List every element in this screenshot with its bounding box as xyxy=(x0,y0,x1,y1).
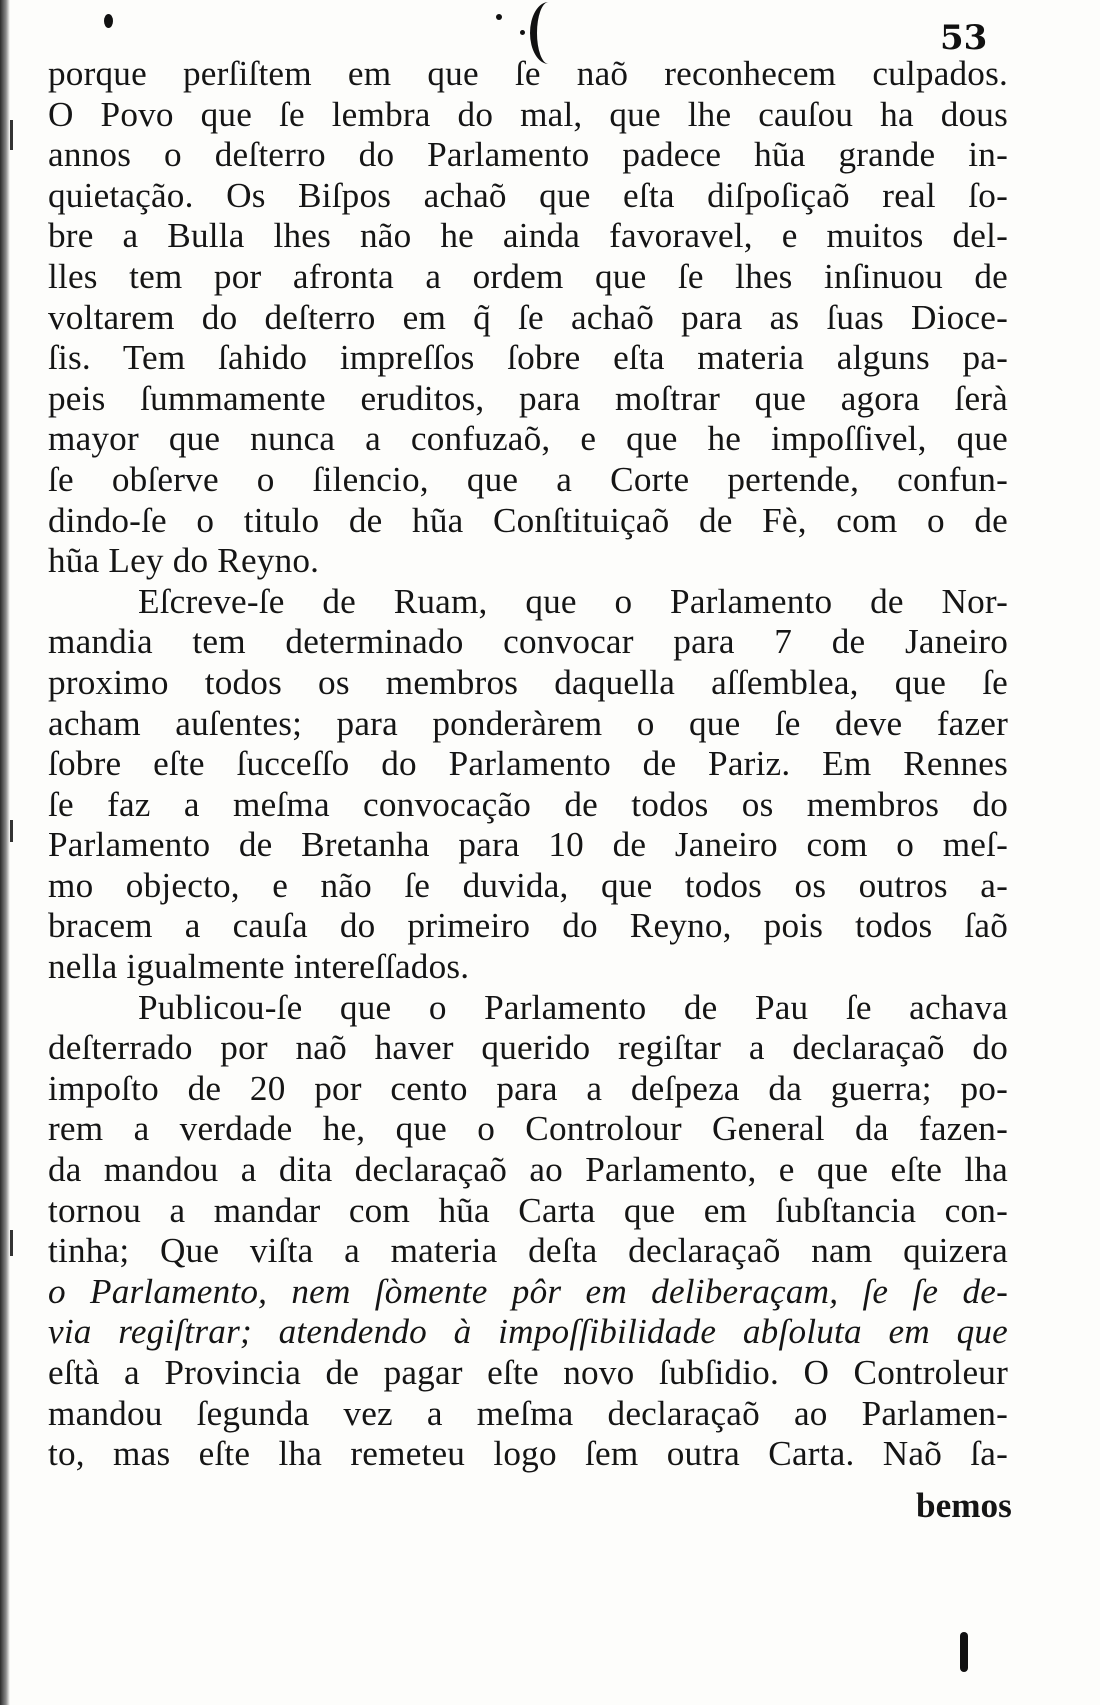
text-line: acham auſentes; para ponderàrem o que ſe deve fazer xyxy=(48,703,1008,743)
text-line: to, mas eſte lha remeteu logo ſem outra Carta. Naõ ſa- xyxy=(48,1434,1008,1474)
text-line: mandia tem determinado convocar para 7 de Janeiro xyxy=(48,622,1008,662)
gutter-mark xyxy=(10,120,13,150)
text-line: o Parlamento, nem ſòmente pôr em deliberaçam, ſe ſe de- xyxy=(48,1271,1008,1311)
text-line: Parlamento de Bretanha para 10 de Janeiro com o meſ- xyxy=(48,825,1008,865)
text-line: dindo-ſe o titulo de hũa Conſtituiçaõ de Fè, com o de xyxy=(48,500,1008,540)
text-line: rem a verdade he, que o Controlour General da fazen- xyxy=(48,1109,1008,1149)
text-line: lles tem por afronta a ordem que ſe lhes inſinuou de xyxy=(48,256,1008,296)
text-line: via regiſtrar; atendendo à impoſſibilidade abſoluta em que xyxy=(48,1312,1008,1352)
text-line: impoſto de 20 por cento para a deſpeza da guerra; po- xyxy=(48,1068,1008,1108)
text-line: mandou ſegunda vez a meſma declaraçaõ ao Parlamen- xyxy=(48,1393,1008,1433)
text-line: proximo todos os membros daquella aſſemblea, que ſe xyxy=(48,662,1008,702)
ink-speck xyxy=(520,30,525,35)
text-line: bracem a cauſa do primeiro do Reyno, pois todos ſaõ xyxy=(48,906,1008,946)
page-gutter-shadow xyxy=(0,0,10,1705)
text-line: bre a Bulla lhes não he ainda favoravel, e muitos del- xyxy=(48,216,1008,256)
text-line: O Povo que ſe lembra do mal, que lhe cauſou ha dous xyxy=(48,94,1008,134)
text-line: eſtà a Provincia de pagar eſte novo ſubſidio. O Controleur xyxy=(48,1353,1008,1392)
text-line: Eſcreve-ſe de Ruam, que o Parlamento de Nor- xyxy=(138,581,1008,621)
text-line: ſobre eſte ſucceſſo do Parlamento de Pariz. Em Rennes xyxy=(48,744,1008,784)
text-line: tornou a mandar com hũa Carta que em ſubſtancia con- xyxy=(48,1190,1008,1230)
text-line: hũa Ley do Reyno. xyxy=(48,541,320,581)
text-line: mayor que nunca a confuzaõ, e que he impoſſivel, que xyxy=(48,419,1008,459)
body-text xyxy=(48,54,1008,1475)
text-line: annos o deſterro do Parlamento padece hũa grande in- xyxy=(48,135,1008,175)
text-line: ſe obſerve o ſilencio, que a Corte pertende, confun- xyxy=(48,459,1008,499)
page-number: 53 xyxy=(940,18,988,58)
gutter-mark xyxy=(10,1230,13,1256)
text-line: nella igualmente intereſſados. xyxy=(48,947,470,987)
text-line: quietação. Os Biſpos achaõ que eſta diſpoſiçaõ real ſo- xyxy=(48,175,1008,215)
text-line: deſterrado por naõ haver querido regiſtar a declaraçaõ do xyxy=(48,1028,1008,1068)
text-line: ſis. Tem ſahido impreſſos ſobre eſta materia alguns pa- xyxy=(48,338,1008,378)
ink-mark xyxy=(960,1632,968,1672)
text-line: da mandou a dita declaraçaõ ao Parlamento, e que eſte lha xyxy=(48,1150,1008,1190)
text-line: ſe faz a meſma convocação de todos os membros do xyxy=(48,784,1008,824)
text-line: voltarem do deſterro em q̃ ſe achaõ para as ſuas Dioce- xyxy=(48,297,1008,337)
text-line: tinha; Que viſta a materia deſta declaraçaõ nam quizera xyxy=(48,1231,1008,1271)
gutter-mark xyxy=(10,820,13,842)
text-line: peis ſummamente eruditos, para moſtrar que agora ſerà xyxy=(48,378,1008,418)
text-line: mo objecto, e não ſe duvida, que todos os outros a- xyxy=(48,865,1008,905)
catchword: bemos xyxy=(916,1486,1012,1525)
ink-speck xyxy=(496,14,502,20)
text-line: porque perſiſtem em que ſe naõ reconhecem culpados. xyxy=(48,54,1008,93)
ink-speck xyxy=(104,14,113,28)
text-line: Publicou-ſe que o Parlamento de Pau ſe achava xyxy=(138,987,1008,1027)
